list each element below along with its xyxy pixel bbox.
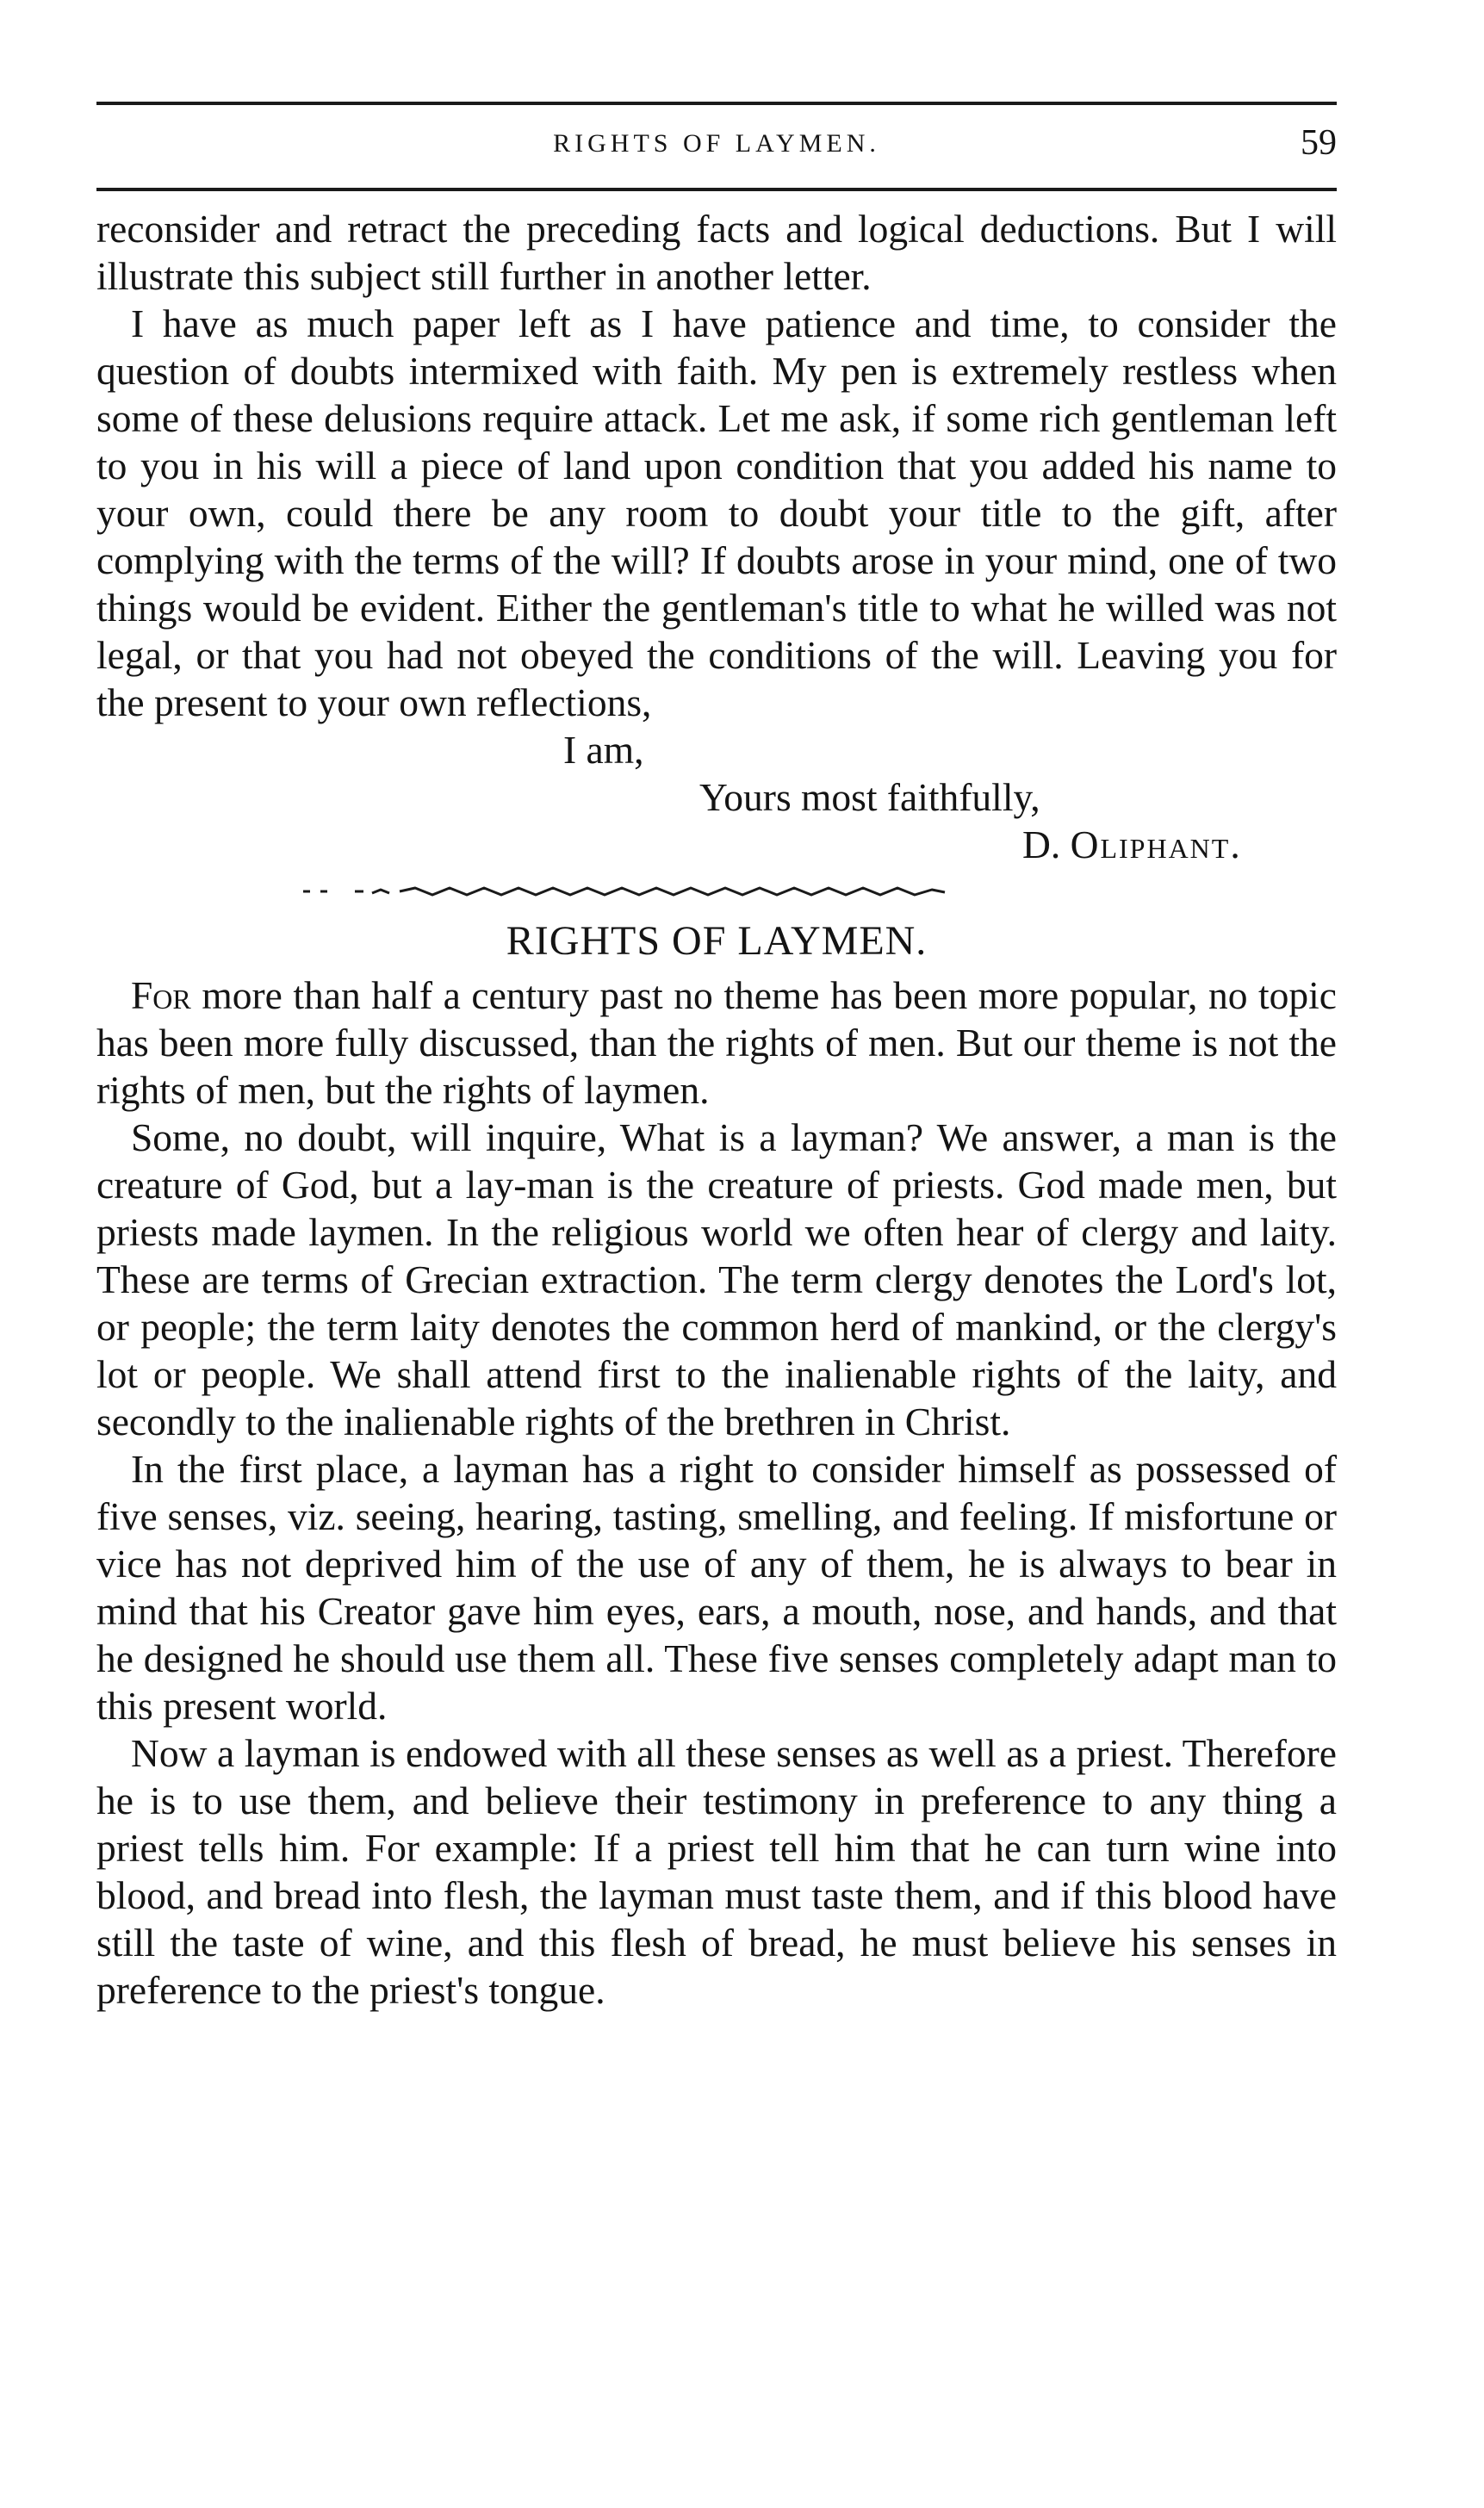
section-heading: RIGHTS OF LAYMEN. bbox=[506, 918, 928, 964]
paragraph-lead-word: For bbox=[131, 973, 191, 1017]
book-page bbox=[96, 102, 1337, 2014]
section-paragraph-2: Some, no doubt, will inquire, What is a layman? We answer, a man is the creature of God, but a lay-man is the creature of priests. God made men, but priests made laymen. In the religious world we often hear of clergy and laity. These are terms of Grecian extraction. The term clergy denotes the Lord's lot, or people; the term laity denotes the common herd of mankind, or the clergy's lot or people. We shall attend first to the inalienable rights of the laity, and secondly to the inalienable rights of the brethren in Christ. bbox=[96, 1115, 1337, 1443]
header-bottom-rule bbox=[96, 188, 1337, 191]
section-divider-ornament bbox=[303, 880, 958, 903]
page-number: 59 bbox=[1301, 123, 1337, 163]
signature bbox=[96, 821, 1337, 868]
letter-paragraph-2: I have as much paper left as I have patience and time, to consider the question of doubts intermixed with faith. My pen is extremely restless when some of these delusions require attack. Let me ask, if some rich gentleman left to you in his will a piece of land upon condition that you added his name to your own, could there be any room to doubt your title to the gift, after complying with the terms of the will? If doubts arose in your mind, one of two things would be evident. Either the gentleman's title to what he willed was not legal, or that you had not obeyed the conditions of the will. Leaving you for the present to your own reflections, bbox=[96, 301, 1337, 724]
section-paragraph-4: Now a layman is endowed with all these senses as well as a priest. Therefore he is to use them, and believe their testimony in preference to any thing a priest tells him. For example: If a priest tell him that he can turn wine into blood, and bread into flesh, the layman must taste them, and if this blood have still the taste of wine, and this flesh of bread, he must believe his senses in preference to the priest's tongue. bbox=[96, 1731, 1337, 2012]
signature-initial: D. bbox=[1022, 823, 1061, 866]
paragraph-1-text: more than half a century past no theme has been more popular, no topic has been more fully discussed, than the rights of men. But our theme is not the rights of men, but the rights of laymen. bbox=[96, 973, 1337, 1112]
section-paragraph-1 bbox=[96, 972, 1337, 1114]
letter-paragraph-1: reconsider and retract the preceding facts and logical deductions. But I will illustrate this subject still further in another letter. bbox=[96, 207, 1337, 298]
running-header bbox=[96, 105, 1337, 188]
closing-line-2: Yours most faithfully, bbox=[699, 775, 1040, 819]
closing-line-1: I am, bbox=[563, 728, 644, 772]
signature-name: Oliphant. bbox=[1070, 823, 1242, 866]
body-text bbox=[96, 205, 1337, 2014]
running-title: RIGHTS OF LAYMEN. bbox=[553, 129, 880, 158]
section-paragraph-3: In the first place, a layman has a right to consider himself as possessed of five senses, viz. seeing, hearing, tasting, smelling, and feeling. If misfortune or vice has not deprived him of the use of any of them, he is always to bear in mind that his Creator gave him eyes, ears, a mouth, nose, and hands, and that he designed he should use them all. These five senses completely adapt man to this present world. bbox=[96, 1447, 1337, 1728]
